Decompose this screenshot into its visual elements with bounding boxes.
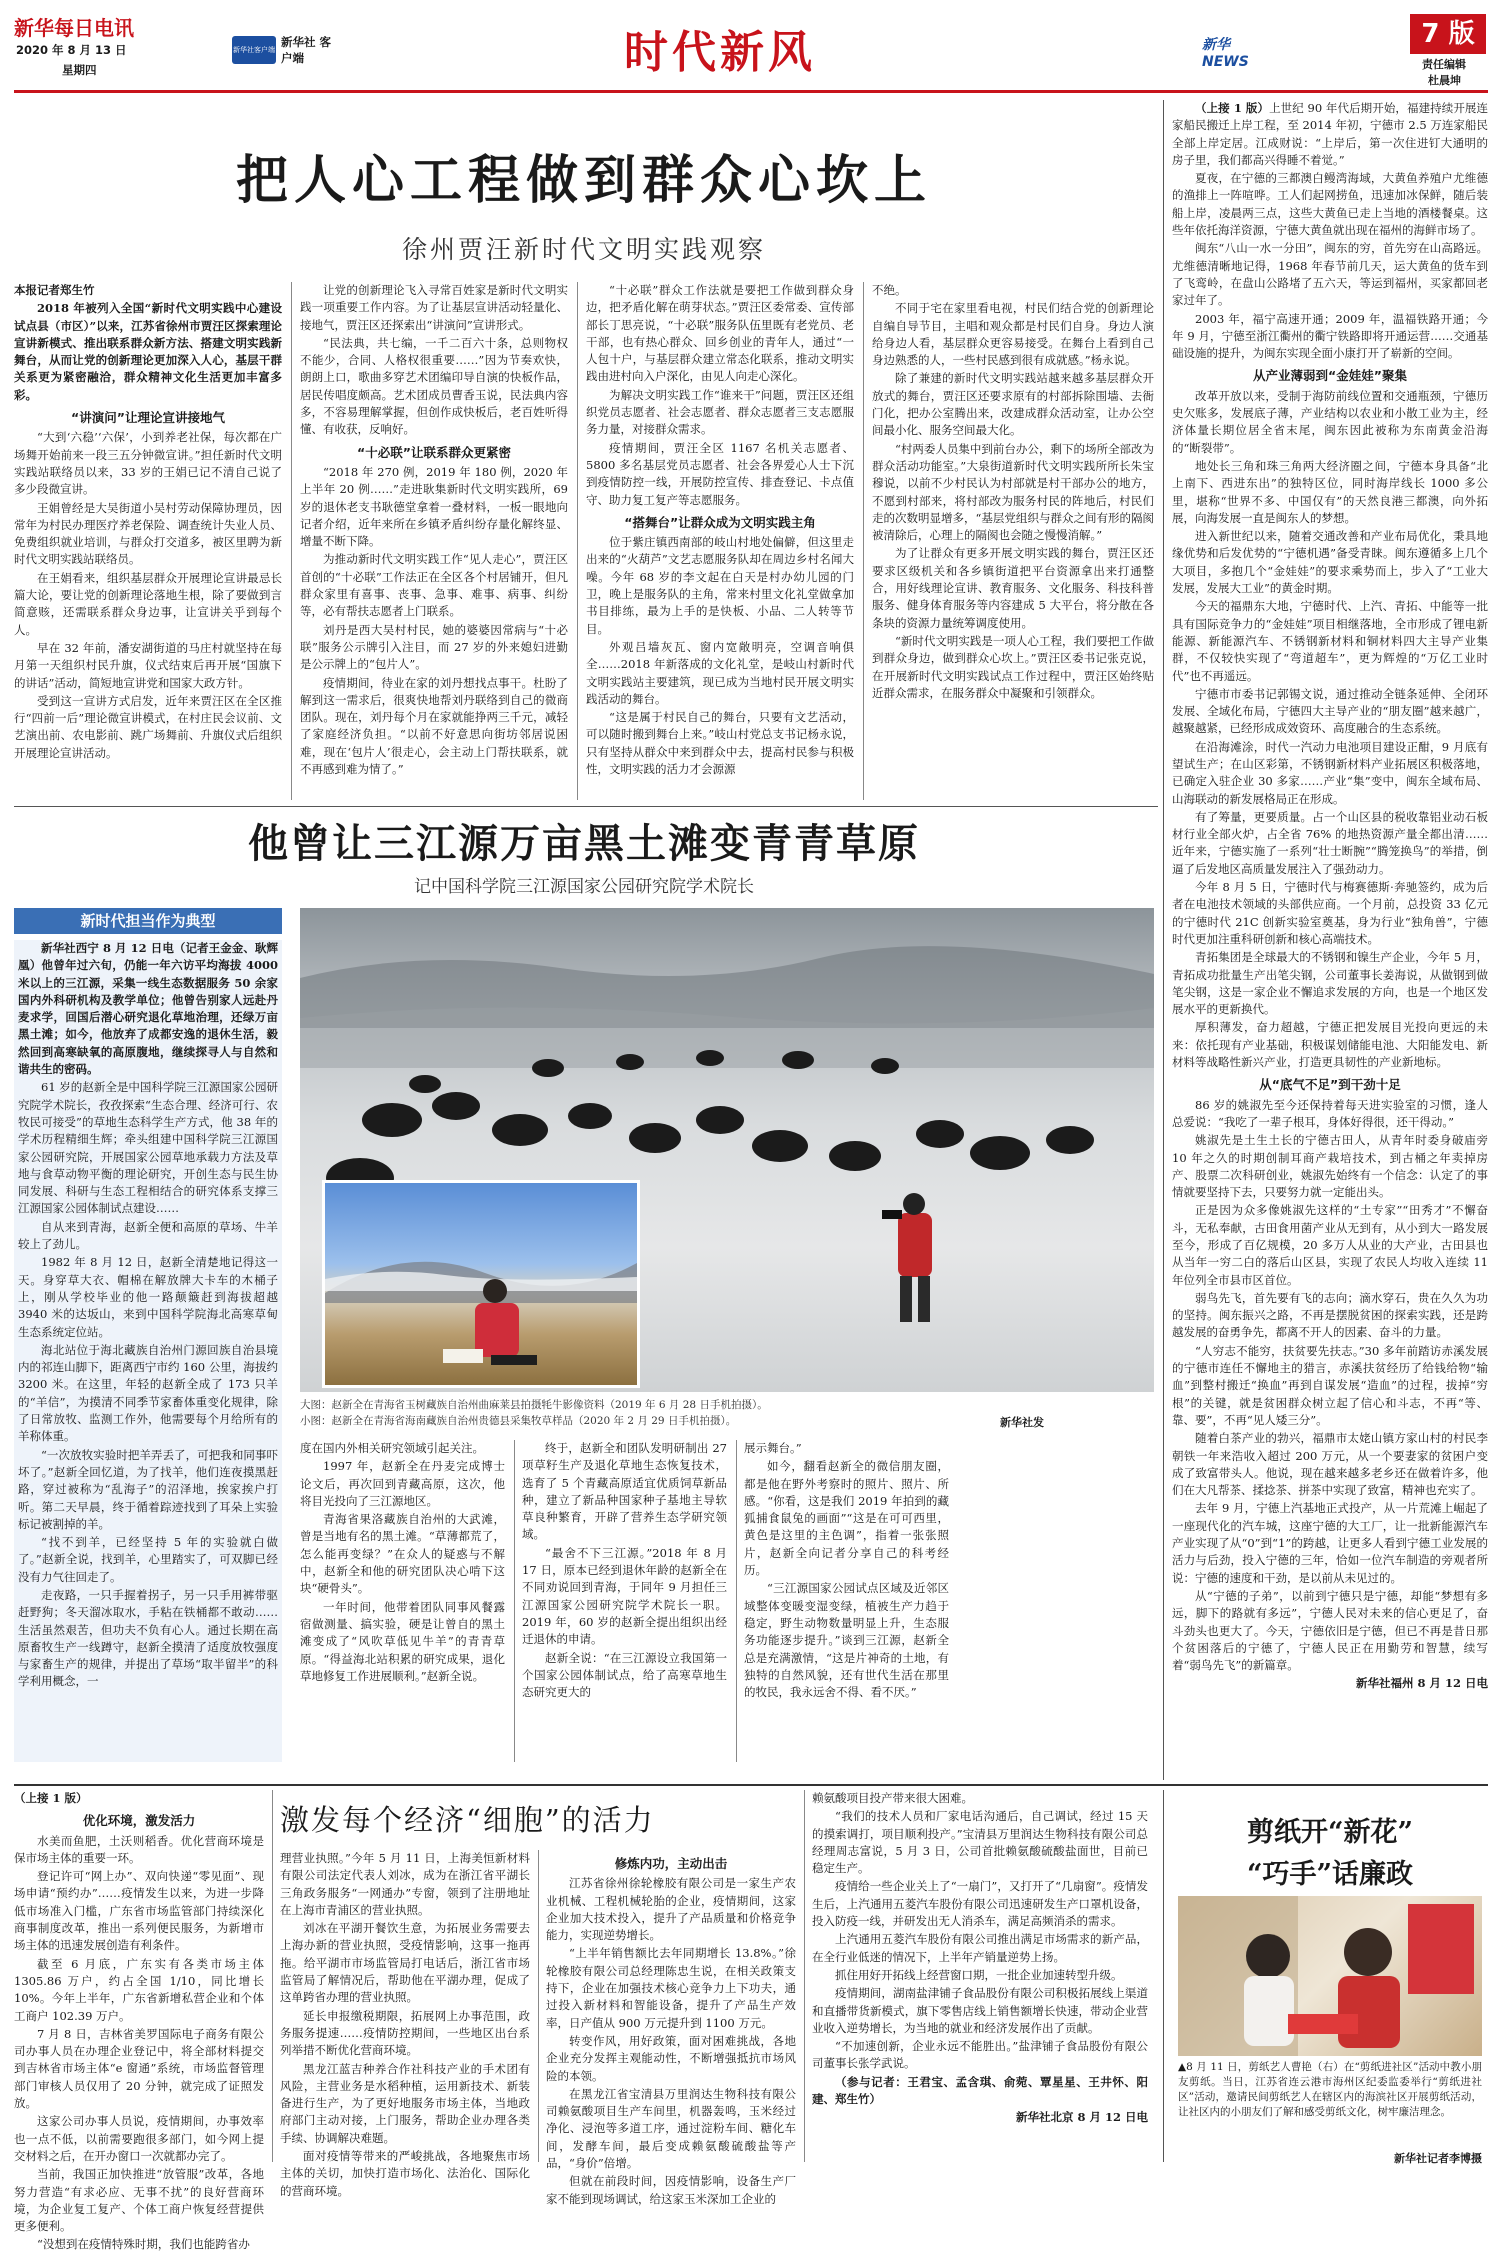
news-logo-icon: 新华 NEWS <box>1202 37 1249 70</box>
article4-c1-p5: 这家公司办事人员说，疫情期间，办事效率也一点不低，以前需要跑很多部门，如今网上提交材料之后，在开办窗口一次就都办完了。 <box>14 2114 264 2163</box>
article1-c4-p4: “村两委人员集中到前台办公，剩下的场所全部改为群众活动功能室。”大泉街道新时代文明实践所所长朱宝穆说，以前不少村民认为村部就是村干部办公的地方，不愿到村部来，将村部改为服务村民的阵地后，村民们走的次数明显增多，“基层党组织与群众之间有形的隔阂被清除后，心理上的隔阂也会随之慢慢消解。” <box>872 441 1154 543</box>
article4-c4-p8: （参与记者：王君宝、孟含琪、俞菀、覃星星、王井怀、阳建、郑生竹） <box>812 2074 1148 2107</box>
editor-label: 责任编辑 <box>1422 58 1466 71</box>
article4-c2-p2: 刘冰在平湖开餐饮生意，为拓展业务需要去上海办新的营业执照，受疫情影响，这事一拖再拖。给平湖市市场监管局打电话后，浙江省市场监管局了解情况后，帮助他在平湖办理，促成了这单跨省办理的营业执照。 <box>280 1921 530 2005</box>
article4-c1-p7: “没想到在疫情特殊时期，我们也能跨省办 <box>37 2237 250 2252</box>
divider <box>736 1440 737 1762</box>
article3-p14: 厚积薄发，奋力超越，宁德正把发展目光投向更远的未来：依托现有产业基础，积极谋划储能电池、大阳能发电、新材料等战略性新兴产业，打造更具韧性的产业新地标。 <box>1172 1020 1488 1070</box>
article5-headline-line2: “巧手”话廉政 <box>1246 1859 1414 1890</box>
article4-c2-p1: 理营业执照。”今年 5 月 11 日，上海美恒新材料有限公司法定代表人刘冰，成为在浙江省平湖长三角政务服务“一网通办”专窗，领到了注册地址在上海市青浦区的营业执照。 <box>280 1851 530 1917</box>
xinhua-client-logo <box>232 36 276 64</box>
article1-c3-p6: “这是属于村民自己的舞台，只要有文艺活动，可以随时搬到舞台上来。”岐山村党总支书记杨永说，只有坚持从群众中来到群众中去，提高村民参与积极性，文明实践的活力才会源源 <box>586 710 854 777</box>
article4-column-1 <box>14 1790 264 2252</box>
inset-scene-svg <box>325 1183 637 1385</box>
article4-column-3 <box>546 1850 796 2206</box>
paper-cutting-photo <box>1178 1896 1482 2056</box>
article3-p18: 弱鸟先飞，首先要有飞的志向；滴水穿石，贵在久久为功的坚持。闽东振兴之路，不再是摆脱贫困的探索实践，还是跨越发展的奋勇争先，都离不开人的因素、奋斗的力量。 <box>1172 1290 1488 1340</box>
article2-c1-p1: 新华社西宁 8 月 12 日电（记者王金金、耿辉凰）他曾年过六旬，仍能一年六访平均海拔 4000 米以上的三江源，采集一线生态数据服务 50 余家国内外科研机构及教学单位；他曾告别家人远赴丹麦求学，回国后潜心研究退化草地治理，还绿万亩黑土滩；如今，他放弃了成都安逸的退休生活，毅然回到高寒缺氧的高原腹地，继续探寻人与自然和谐共生的密码。 <box>18 941 278 1077</box>
article4-dateline: 新华社北京 8 月 12 日电 <box>1015 2110 1148 2125</box>
article1-subhead: 徐州贾汪新时代文明实践观察 <box>401 235 766 264</box>
masthead <box>14 12 1488 86</box>
article3-p3: 闽东“八山一水一分田”，闽东的穷，首先穷在山高路远。尤维德清晰地记得，1968 年春节前几天，运大黄鱼的货车到了飞鸾岭，在盘山公路堵了五六天，等运到福州，买家都回老家过年了。 <box>1172 241 1488 308</box>
article1-c2-p4: 为推动新时代文明实践工作“见人走心”，贾汪区首创的“十必联”工作法正在全区各个村居铺开，但凡群众家里有喜事、丧事、急事、难事、病事、纠纷等，必有帮扶志愿者上门联系。 <box>300 552 568 619</box>
article1-heading-3: “搭舞台”让群众成为文明实践主角 <box>624 514 816 530</box>
page-number: 7 版 <box>1410 14 1486 54</box>
section-title: 时代新风 <box>624 27 816 78</box>
photo-credit: 新华社发 <box>1000 1416 1044 1429</box>
article2-c3-p3: 赵新全说：“在三江源设立我国第一个国家公园体制试点，给了高寒草地生态研究更大的 <box>522 1650 727 1700</box>
article4-c2-p4: 黑龙江蓝吉种养合作社科技产业的手术团有风险，主营业务是水稻种植，运用新技术、新装备进行生产，为了更好地服务市场主体，当地政府部门主动对接，上门服务，帮助企业办理各类手续、协调解决难题。 <box>280 2061 530 2145</box>
article2-c1-p2: 61 岁的赵新全是中国科学院三江源国家公园研究院学术院长，孜孜探索“生态合理、经济可行、农牧民可接受”的草地生态科学生产方式，他 38 年的学术历程精细生辉；牵头组建中国科学院三江源国家公园研究院，开展国家公园草地承载力方法及草地与食草动物平衡的理论研究，开创生态与民生协同发展、科研与生态工程相结合的研究体系支撑三江源国家公园体制试点建设…… <box>18 1080 278 1216</box>
article1-c2-p2: “民法典，共七编，一千二百六十条，总则物权不能少，合同、人格权很重要……”因为节奏欢快，朗朗上口，歌曲多穿艺术团编印导自演的快板作品，居民传唱度颇高。艺术团成员曹香玉说，民法典内容多，不容易理解掌握，但创作成快板后，老百姓听得懂、有收获，反响好。 <box>300 335 568 437</box>
article1-c1-p3: 王娟曾经是大吴街道小吴村劳动保障协理员，因常年为村民办理医疗养老保险、调查统计失业人员、免费组织就业培训，与群众打交道多，被区里聘为新时代文明实践站联络员。 <box>14 500 282 567</box>
article3-p21: 去年 9 月，宁德上汽基地正式投产，从一片荒滩上崛起了一座现代化的汽车城，这座宁德的大工厂，让一批新能源汽车产业实现了从“0”到“1”的跨越，让更多人看到宁德工业发展的活力与后劲，投入宁德的三年，恰如一位汽车制造的旁观者所说：宁德的速度和干劲，是以前从未见过的。 <box>1172 1501 1488 1585</box>
article2-c2-p1: 度在国内外相关研究领域引起关注。 <box>300 1441 484 1455</box>
news-logo <box>1202 34 1272 74</box>
article2-c4-p2: 如今，翻看赵新全的微信朋友圈，都是他在野外考察时的照片、照片、所感。“你看，这是我们 2019 年拍到的藏狐捕食鼠兔的画面”“这是在可可西里，黄色是这里的主色调”，指着一张张照片，赵新全向记者分享自己的科考经历。 <box>744 1459 949 1578</box>
divider <box>577 282 578 800</box>
article1-headline: 把人心工程做到群众心坎上 <box>235 151 932 211</box>
masthead-rule <box>14 90 1488 93</box>
article2-c1-p4: 1982 年 8 月 12 日，赵新全清楚地记得这一天。身穿草大衣、帽棉在解放牌大卡车的木桶子上，刚从学校毕业的他一路颠簸赶到海拔超越 3940 米的达坂山，来到中国科学院海北高寒草甸生态系统定位站。 <box>18 1255 278 1339</box>
article2-c2-p4: 一年时间，他带着团队同事风餐露宿做测量、搞实验，硬是让曾自的黑土滩变成了“风吹草低见牛羊”的青青草原。“得益海北站积累的研究成果，退化草地修复工作进展顺利。”赵新全说。 <box>300 1599 505 1683</box>
article2-c4-p1: 展示舞台。” <box>744 1441 802 1455</box>
divider <box>1163 1790 1164 2162</box>
article1-heading-1: “讲演问”让理论宣讲接地气 <box>71 410 225 426</box>
article4-c1-p3: 截至 6 月底，广东实有各类市场主体 1305.86 万户，约占全国 1/10，同比增长 10%。今年上半年，广东省新增私营企业和个体工商户 102.39 万户。 <box>14 1956 264 2023</box>
article1-column-2 <box>300 282 568 800</box>
article1-c2-p3: “2018 年 270 例，2019 年 180 例，2020 年上半年 20 例……”走进耿集新时代文明实践所，69 岁的退休老支书耿德堂拿着一叠材料，一板一眼地向记者介绍，近年来所在乡镇矛盾纠纷存量化解终显、增量不断下降。 <box>300 464 568 549</box>
article1-c3-p1: “十必联”群众工作法就是要把工作做到群众身边，把矛盾化解在萌芽状态。”贾汪区委常委、宣传部部长丁思亮说，“十必联”服务队伍里既有老党员、老干部，也有热心群众、回乡创业的青年人，通过“一人包十户，与基层群众建立常态化联系，推动文明实践由进村向入户深化，由见人向走心深化。 <box>586 283 854 384</box>
article3-p20: 随着白茶产业的勃兴，福鼎市太姥山镇方家山村的村民李朝铁一年来浩收入超过 200 万元，从一个要妻家的贫困户变成了致富带头人。他说，现在越来越多老乡还在做着许多，他们在大凡帮茶、揉捻茶、拼茶中实现了致富，精神也充实了。 <box>1172 1431 1488 1498</box>
article5-headline-line1: 剪纸开“新花” <box>1246 1817 1414 1848</box>
divider <box>514 1440 515 1762</box>
article2-c2-p3: 青海省果洛藏族自治州的大武滩，曾是当地有名的黑土滩。“草薄都荒了，怎么能再变绿？”在众人的疑惑与不解中，赵新全和他的研究团队决心啃下这块“硬骨头”。 <box>300 1512 505 1596</box>
article2-c1-p8: 走夜路，一只手握着拐子，另一只手用裤带驱赶野狗；冬天溜冰取水，手粘在铁桶都不敢动……生活虽然艰苦，但功夫不负有心人。通过长期在高原畜牧生产一线蹲守，赵新全摸清了适度放牧强度与家畜生产的规律，并提出了草场“取半留半”的科学利用概念，一 <box>18 1587 278 1689</box>
article3-p13: 青拓集团是全球最大的不锈钢和镍生产企业，今年 5 月，青拓成功批量生产出笔尖钢，公司董事长姜海说，从做钢到做笔尖钢，这是一家企业不懈追求发展的方向，也是一个地区发展水平的更新换代。 <box>1172 950 1488 1017</box>
grassland-inset-photo <box>322 1180 640 1388</box>
article2-c1-p7: “找不到羊，已经坚持 5 年的实验就白做了。”赵新全说，找到羊，心里踏实了，可双脚已经没有力气往回走了。 <box>18 1535 278 1584</box>
article4-c3-p2: “上半年销售额比去年同期增长 13.8%。”徐轮橡胶有限公司总经理陈忠生说，在相关政策支持下，企业在加强技术核心竞争力上下功夫，通过投入新材料和智能设备，提升了产品生产效率，日产值从 900 万元提升到 1100 万元。 <box>546 1946 796 2030</box>
article3-p19: “人穷志不能穷，扶贫要先扶志。”30 多年前踏访赤溪发展的宁德市连任不懈地主的猎言，赤溪扶贫经历了给钱给物“输血”到整村搬迁“换血”再到自谋发展“造血”的过程，拔掉“穷根”的关键，就是贫困群众树立起了信心和斗志，不再“等、靠、要”，不再“见人矮三分”。 <box>1172 1343 1488 1427</box>
article2-box-label: 新时代担当作为典型 <box>14 908 282 934</box>
issue-weekday: 星期四 <box>62 63 97 77</box>
divider <box>538 1850 539 2162</box>
article3-p2: 夏夜，在宁德的三都澳白鳗湾海域，大黄鱼养殖户尤维德的渔排上一阵喧哗。工人们起网捞鱼，迅速加冰保鲜，随后装船上岸，凌晨两三点，这些大黄鱼已走上当地的酒楼餐桌。这些年依托海洋资源，宁德大黄鱼就出现在福州的海鲜市场了。 <box>1172 171 1488 238</box>
article3-p16: 姚淑先是土生土长的宁德古田人，从青年时委身破庙旁 10 年之久的时期创制耳商产栽培技术，到古桶之年卖掉房产、股票二次科研创业，姚淑先始终有一个信念：认定了的事情就要坚持下去，只要努力就一定能出头。 <box>1172 1133 1488 1200</box>
article4-c3-p1: 江苏省徐州徐轮橡胶有限公司是一家生产农业机械、工程机械轮胎的企业，疫情期间，这家企业加大技术投入，提升了产品质量和价格竞争能力，实现逆势增长。 <box>546 1876 796 1943</box>
divider <box>272 1790 273 2162</box>
article2-subhead: 记中国科学院三江源国家公园研究院学术院长 <box>414 877 754 897</box>
article3-heading-2: 从“底气不足”到干劲十足 <box>1259 1077 1401 1093</box>
article4-c2-p3: 延长申报缴税期限，拓展网上办事范围，政务服务提速……疫情防控期间，一些地区出台系列举措不断优化营商环境。 <box>280 2008 530 2058</box>
article1-heading-2: “十必联”让联系群众更紧密 <box>357 444 511 460</box>
paper-cutting-scene-svg <box>1178 1896 1482 2056</box>
article3-p1 <box>1172 100 1488 169</box>
article5-caption <box>1178 2060 1482 2146</box>
article1-c4-p2: 不同于宅在家里看电视，村民们结合党的创新理论自编自导节目，主唱和观众都是村民们自身。身边人演给身边人看，基层群众更容易接受。在舞台上看到自己身边熟悉的人，一些村民感到很有成就感。”杨永说。 <box>872 301 1154 368</box>
article2-c1-p5: 海北站位于海北藏族自治州门源回族自治县境内的祁连山脚下，距离西宁市约 160 公里，海拔约 3200 米。在这里，年轻的赵新全成了 173 只羊的“羊信”，为摸清不同季节家畜体重变化规律，除了日常放牧、监测工作外，他需要每个月给所有的羊称体重。 <box>18 1342 278 1444</box>
article4-c1-p1: 水美而鱼肥，土沃则稻香。优化营商环境是保市场主体的重要一环。 <box>14 1833 264 1865</box>
article3-heading-1: 从产业薄弱到“金娃娃”聚集 <box>1253 368 1407 384</box>
article3-column <box>1172 100 1488 1780</box>
article2-c3-p2: “最舍不下三江源。”2018 年 8 月 17 日，原本已经到退休年龄的赵新全在不同劝说回到青海，于同年 9 月担任三江源国家公园研究院学术院长一职。2019 年，60 岁的赵新全提出组织出经迁退休的申请。 <box>522 1545 727 1647</box>
article1-c2-p6: 疫情期间，待业在家的刘丹想找点事干。杜盼了解到这一需求后，很爽快地帮刘丹联络到自己的微商团队。现在，刘丹每个月在家就能挣两三千元，减轻了家庭经济负担。“以前不好意思向街坊邻居说困难，现在‘包片人’很走心，会主动上门帮扶联系，就不再感到难为情了。” <box>300 675 568 777</box>
article1-c4-p3: 除了兼建的新时代文明实践站越来越多基层群众开放式的舞台，贾汪区还要求原有的村部拆除围墙、去衙门化，把办公室腾出来，改建成群众活动室，让办公空间最小化、服务空间最大化。 <box>872 371 1154 438</box>
divider <box>804 1790 805 2162</box>
article3-p1-text: 上世纪 90 年代后期开始，福建持续开展连家船民搬迁上岸工程，至 2014 年初，宁德市 2.5 万连家船民全部上岸定居。江成财说：“上岸后，第一次住进钉大通明的房子里，我们都高兴得睡不着觉。” <box>1172 101 1488 167</box>
article2-c1-p6: “一次放牧实验时把羊弄丢了，可把我和同事吓坏了。”赵新全回忆道，为了找羊，他们连夜摸黑赶路，穿过被称为“乱海子”的沼泽地，挨家挨户打听。第二天早晨，终于循着踪迹找到了耳朵上实验标记被割掉的羊。 <box>18 1447 278 1531</box>
article2-c3-p1: 终于，赵新全和团队发明研制出 27 项草籽生产及退化草地生态恢复技术，选育了 5 个青藏高原适宜优质饲草新品种，建立了新品种国家种子基地主导软草良种繁育，开辟了营养生态学研究领域。 <box>522 1441 727 1542</box>
article3-dateline: 新华社福州 8 月 12 日电 <box>1355 1676 1488 1691</box>
article4-c2-p5: 面对疫情等带来的严峻挑战，各地聚焦市场主体的关切，加快打造市场化、法治化、国际化的营商环境。 <box>280 2149 530 2198</box>
article1-c1-p4: 在王娟看来，组织基层群众开展理论宣讲最忌长篇大论，要让党的创新理论落地生根，除了要做到言简意赅，还需联系群众身边事，让宣讲关乎到每个人。 <box>14 570 282 637</box>
article1-byline: 本报记者郑生竹 <box>14 283 95 297</box>
article3-p12: 今年 8 月 5 日，宁德时代与梅赛德斯·奔驰签约，成为后者在电池技术领域的头部供应商。一个月前，总投资 33 亿元的宁德时代 21C 创新实验室奠基，身为行业“独角兽”，宁德时代更加注重科研创新和核心高端技术。 <box>1172 880 1488 946</box>
article3-continuation: （上接 1 版） <box>1195 101 1270 115</box>
article1-c2-p1: 让党的创新理论飞入寻常百姓家是新时代文明实践一项重要工作内容。为了让基层宣讲活动轻量化、接地气，贾汪区还探索出“讲演问”宣讲形式。 <box>300 283 568 332</box>
divider <box>863 282 864 800</box>
article1-c1-p6: 受到这一宣讲方式启发，近年来贾汪区在全区推行“四前一后”理论微宣讲模式，在村庄民会议前、文艺演出前、农电影前、跳广场舞前、升旗仪式后组织开展理论宣讲活动。 <box>14 693 282 760</box>
article1-c3-p4: 位于紫庄镇西南部的岐山村地处偏僻，但这里走出来的“火葫芦”文艺志愿服务队却在周边乡村名闻大噪。今年 68 岁的李文起在白天是村办幼儿园的门卫，晚上是服务队的主角，常来村里文化礼堂做拿加书目排练，最为上手的是快板、小品、二人转等节目。 <box>586 535 854 636</box>
article2-column-2 <box>300 1440 505 1762</box>
article3-p9: 宁德市市委书记郭锡文说，通过推动全链条延伸、全闭环发展、全域化布局，宁德四大主导产业的“朋友圈”越来越广，越聚越紧，已经形成成效资环、高度融合的生态系统。 <box>1172 686 1488 736</box>
article4-column-4 <box>812 1790 1148 2162</box>
photo-caption-1: 大图：赵新全在青海省玉树藏族自治州曲麻莱县拍摄牦牛影像资料（2019 年 6 月 28 日手机拍摄）。 <box>300 1399 768 1411</box>
article4-c4-p2: “我们的技术人员和厂家电话沟通后，自己调试，经过 15 天的摸索调打，项目顺利投产。”宝清县万里润达生物科技有限公司总经理周志富说，5 月 3 日，公司首批赖氨酸硫酸盐面世，目前已稳定生产。 <box>812 1809 1148 1876</box>
article3-p15: 86 岁的姚淑先至今还保持着每天进实验室的习惯，逢人总爱说：“我吃了一辈子根耳，身体好得很，还干得动。” <box>1172 1097 1488 1129</box>
article1-c1-p1: 2018 年被列入全国“新时代文明实践中心建设试点县（市区）”以来，江苏省徐州市贾汪区探索理论宣讲新模式、推出联系群众新方法、搭建文明实践新舞台，从而让党的创新理论更加深入人心，基层干群关系更为紧密融洽，群众精神文化生活更加丰富多彩。 <box>14 301 282 402</box>
paper-name: 新华每日电讯 <box>14 16 134 40</box>
article1-c1-p5: 早在 32 年前，潘安湖街道的马庄村就坚持在每月第一天组织村民升旗，仪式结束后再开展“国旗下的讲话”活动，简短地宣讲党和国家大政方针。 <box>14 640 282 690</box>
article1-c2-p5: 刘丹是西大吴村村民，她的婆婆因常病与“十必联”服务公示牌引入注目，而 27 岁的外来媳妇进勤是公示牌上的“包片人”。 <box>300 622 568 672</box>
article3-p10: 在沿海滩涂，时代一汽动力电池项目建设正酣，9 月底有望试生产；在山区彩第，不锈钢新材料产业拓展区积极落地，已确定入驻企业 30 多家……产业“集”变中，闽东全域布局、山海联动的新发展格局正在形成。 <box>1172 739 1488 806</box>
article1-column-3 <box>586 282 854 800</box>
article4-c4-p5: 抓住用好开拓线上经营窗口期，一批企业加速转型升级。 <box>835 1967 1123 1982</box>
article2-column-3 <box>522 1440 727 1762</box>
article1-c3-p2: 为解决文明实践工作“谁来干”问题，贾汪区还组织党员志愿者、社会志愿者、群众志愿者三支志愿服务力量，对接群众需求。 <box>586 387 854 437</box>
article2-column-4 <box>744 1440 949 1762</box>
article4-headline: 激发每个经济“细胞”的活力 <box>280 1803 655 1837</box>
editor-name: 杜晨坤 <box>1428 74 1461 87</box>
article4-c4-p1: 赖氨酸项目投产带来很大困难。 <box>812 1791 973 1805</box>
article4-c4-p3: 疫情给一些企业关上了“一扇门”，又打开了“几扇窗”。疫情发生后，上汽通用五菱汽车股份有限公司迅速研发生产口罩机设备，投入防疫一线，并研发出无人消杀车，满足高频消杀的需求。 <box>812 1879 1148 1929</box>
article1-c4-p1: 不绝。 <box>872 283 907 297</box>
article1-c3-p3: 疫情期间，贾汪全区 1167 名机关志愿者、5800 多名基层党员志愿者、社会各界爱心人士下沉到疫情防控一线，开展防控宣传、排查登记、卡点值守、助力复工复产等志愿服务。 <box>586 440 854 507</box>
article3-p6: 地处长三角和珠三角两大经济圈之间，宁德本身具备“北上南下、西进东出”的独特区位，同时海岸线长 1000 多公里，堪称“世界不多、中国仅有”的天然良港三都澳，向外拓展，向海发展一直是闽东人的梦想。 <box>1172 458 1488 525</box>
article2-column-1 <box>14 940 282 1762</box>
article3-p4: 2003 年，福宁高速开通；2009 年，温福铁路开通；今年 9 月，宁德至浙江衢州的衢宁铁路即将开通运营……交通基础设施的提升，为闽东实现全面小康打开了崭新的空间。 <box>1172 311 1488 361</box>
client-label: 新华社 客户端 <box>281 35 332 65</box>
article1-c1-p2: “大到‘六稳’‘六保’，小到养老社保，每次都在广场舞开始前来一段三五分钟微宣讲。”担任新时代文明实践站联络员以来，33 岁的王娟已记不清自己说了多少段微宣讲。 <box>14 430 282 497</box>
photographer-figure <box>882 1193 932 1322</box>
article1-c4-p5: 为了让群众有更多开展文明实践的舞台，贾汪区还要求区级机关和各乡镇街道把平台资源拿出来打通整合，用好线理论宣讲、教育服务、文化服务、科技科普服务、健身体育服务等内容建成 5 大平台，将分散在各条块的资源力量统筹调度使用。 <box>872 546 1154 630</box>
article4-c4-p6: 疫情期间，湖南盐津铺子食品股份有限公司积极拓展线上渠道和直播带货新模式，旗下零售店线上销售额增长快速，带动企业营业收入逆势增长，为当地的就业和经济发展作出了贡献。 <box>812 1986 1148 2035</box>
divider <box>291 282 292 800</box>
article4-c3-p3: 转变作风，用好政策，面对困难挑战，各地企业充分发挥主观能动性，不断增强抵抗市场风险的本领。 <box>546 2033 796 2083</box>
article2-c1-p3: 自从来到青海，赵新全便和高原的草场、牛羊较上了劲儿。 <box>18 1219 278 1252</box>
article4-column-2 <box>280 1850 530 2198</box>
xinhua-client-logo-icon: 新华社客户端 <box>233 46 275 54</box>
article3-p11: 有了筹量，更要质量。占一个山区县的税收靠铝业动石板材行业全部火炉，占全省 76% 的地热资源产量全都出清……近年来，宁德实施了一系列“壮士断腕”“腾笼换鸟”的举措，倒逼了后发地区高质量发展注入了强劲动力。 <box>1172 809 1488 876</box>
article3-p5: 改革开放以来，受制于海防前线位置和交通瓶颈，宁德历史欠账多，发展底子薄，产业结构以农业和小散工业为主，经济体量长期位居全省末尾，闽东因此被称为东南黄金沿海的“断裂带”。 <box>1172 388 1488 455</box>
article3-p8: 今天的福鼎东大地，宁德时代、上汽、青拓、中能等一批具有国际竞争力的“金娃娃”项目相继落地，全市形成了锂电新能源、新能源汽车、不锈钢新材料和铜材料四大主导产业集群，不仅较快实现了“弯道超车”，更为辉煌的“万亿工业时代”也不再遥远。 <box>1172 599 1488 683</box>
article2-c2-p2: 1997 年，赵新全在丹麦完成博士论文后，再次回到青藏高原，这次，他将目光投向了三江源地区。 <box>300 1459 505 1508</box>
right-column-divider <box>1163 100 1164 1780</box>
article1-column-1 <box>14 282 282 800</box>
article1-column-4 <box>872 282 1154 800</box>
article2-headline: 他曾让三江源万亩黑土滩变青青草原 <box>248 820 920 867</box>
article5-caption-text: ▲8 月 11 日，剪纸艺人曹艳（右）在“剪纸进社区”活动中教小朋友剪纸。当日，江苏省连云港市海州区纪委监委举行“剪纸进社区”活动，邀请民间剪纸艺人在辖区内的海滨社区开展剪纸活动，让社区内的小朋友们了解和感受剪纸文化，树牢廉洁理念。 <box>1178 2061 1482 2118</box>
article1-c3-p5: 外观吕墙灰瓦、窗内宽敞明亮，空调音响俱全……2018 年新落成的文化礼堂，是岐山村新时代文明实践站主要建筑，现已成为当地村民开展文明实践活动的舞台。 <box>586 639 854 706</box>
article3-p22: 从“宁德的子弟”，以前到宁德只是宁德，却能“梦想有多远，脚下的路就有多远”，宁德人民对未来的信心更足了，奋斗劲头也更大了。今天，宁德依旧是宁德，但已不再是昔日那个贫困落后的宁德了，宁德人民正在用勤劳和智慧，续写着“弱鸟先飞”的新篇章。 <box>1172 1588 1488 1673</box>
article3-p17: 正是因为众多像姚淑先这样的“土专家”“田秀才”不懈奋斗，无私奉献，古田食用菌产业从无到有，从小到大一路发展至今，形成了百亿规模，20 多万人从业的大产业，古田县也从当年一穷二白的落后山区县，实现了农民人均收入连续 11 年位列全市县市区首位。 <box>1172 1203 1488 1287</box>
article4-continuation: （上接 1 版） <box>14 1791 88 1805</box>
article4-c4-p4: 上汽通用五菱汽车股份有限公司推出满足市场需求的新产品，在全行业低迷的情况下，上半年产销量逆势上扬。 <box>812 1932 1148 1964</box>
photo-caption-2: 小图：赵新全在青海省海南藏族自治州贵德县采集牧草样品（2020 年 2 月 29 日手机拍摄）。 <box>300 1415 737 1427</box>
article4-heading-1: 优化环境，激发活力 <box>82 1813 196 1829</box>
article1-c4-p6: “新时代文明实践是一项人心工程，我们要把工作做到群众身边，做到群众心坎上。”贾汪区委书记张克说，在开展新时代文明实践试点工作过程中，贾汪区始终贴近群众需求，在服务群众中凝聚和引领群众。 <box>872 633 1154 700</box>
article4-c1-p4: 7 月 8 日，吉林省美罗国际电子商务有限公司办事人员在办理企业登记中，将全部材料提交到吉林省市场主体“e 窗通”系统，市场监督管理部门审核人员仅用了 20 分钟，就完成了证照发放。 <box>14 2026 264 2111</box>
article4-c4-p7: “不加速创新，企业永远不能胜出。”盐津铺子食品股份有限公司董事长张学武说。 <box>812 2039 1148 2071</box>
article4-c3-p5: 但就在前段时间，因疫情影响，设备生产厂家不能到现场调试，给这家玉米深加工企业的 <box>546 2174 796 2206</box>
article5-credit: 新华社记者李博摄 <box>1394 2152 1482 2165</box>
article4-c1-p2: 登记许可“网上办”、双向快递“零见面”、现场申请“预约办”……疫情发生以来，为进一步降低市场准入门槛，广东省市场监管部门持续深化商事制度改革，推出一系列便民服务，为新增市场主体的迅速发展创造有利条件。 <box>14 1869 264 1953</box>
article4-c3-p4: 在黑龙江省宝清县万里润达生物科技有限公司赖氨酸项目生产车间里，机器轰鸣，玉米经过净化、浸泡等多道工序，通过淀粉车间、糖化车间，发酵车间，最后变成赖氨酸硫酸盐等产品，“身价”倍增。 <box>546 2086 796 2171</box>
issue-date: 2020 年 8 月 13 日 <box>16 43 127 57</box>
article2-c4-p3: “三江源国家公园试点区域及近邻区域整体变暖变湿变绿，植被生产力趋于稳定，野生动物数量明显上升，生态服务功能逐步提升。”谈到三江源，赵新全总是充满激情，“这是片神奇的土地，有独特的自然风貌，还有世代生活在那里的牧民，我永远舍不得、看不厌。” <box>744 1581 949 1700</box>
article4-c1-p6: 当前，我国正加快推进“放管服”改革，各地努力营造“有求必应、无事不扰”的良好营商环境，为企业复工复产、个体工商户恢复经营提供更多便利。 <box>14 2167 264 2234</box>
article3-p7: 进入新世纪以来，随着交通改善和产业布局优化，秉具地缘优势和后发优势的“宁德机遇”备受青睐。闽东遵循多上几个大项目，多抱几个“金娃娃”的要求乘势而上，步入了“工业大发展，发展大工业”的黄金时期。 <box>1172 529 1488 596</box>
article1-bottom-rule <box>14 806 1158 807</box>
article4-heading-2: 修炼内功，主动出击 <box>614 1856 728 1871</box>
lower-section-rule <box>14 1784 1488 1786</box>
